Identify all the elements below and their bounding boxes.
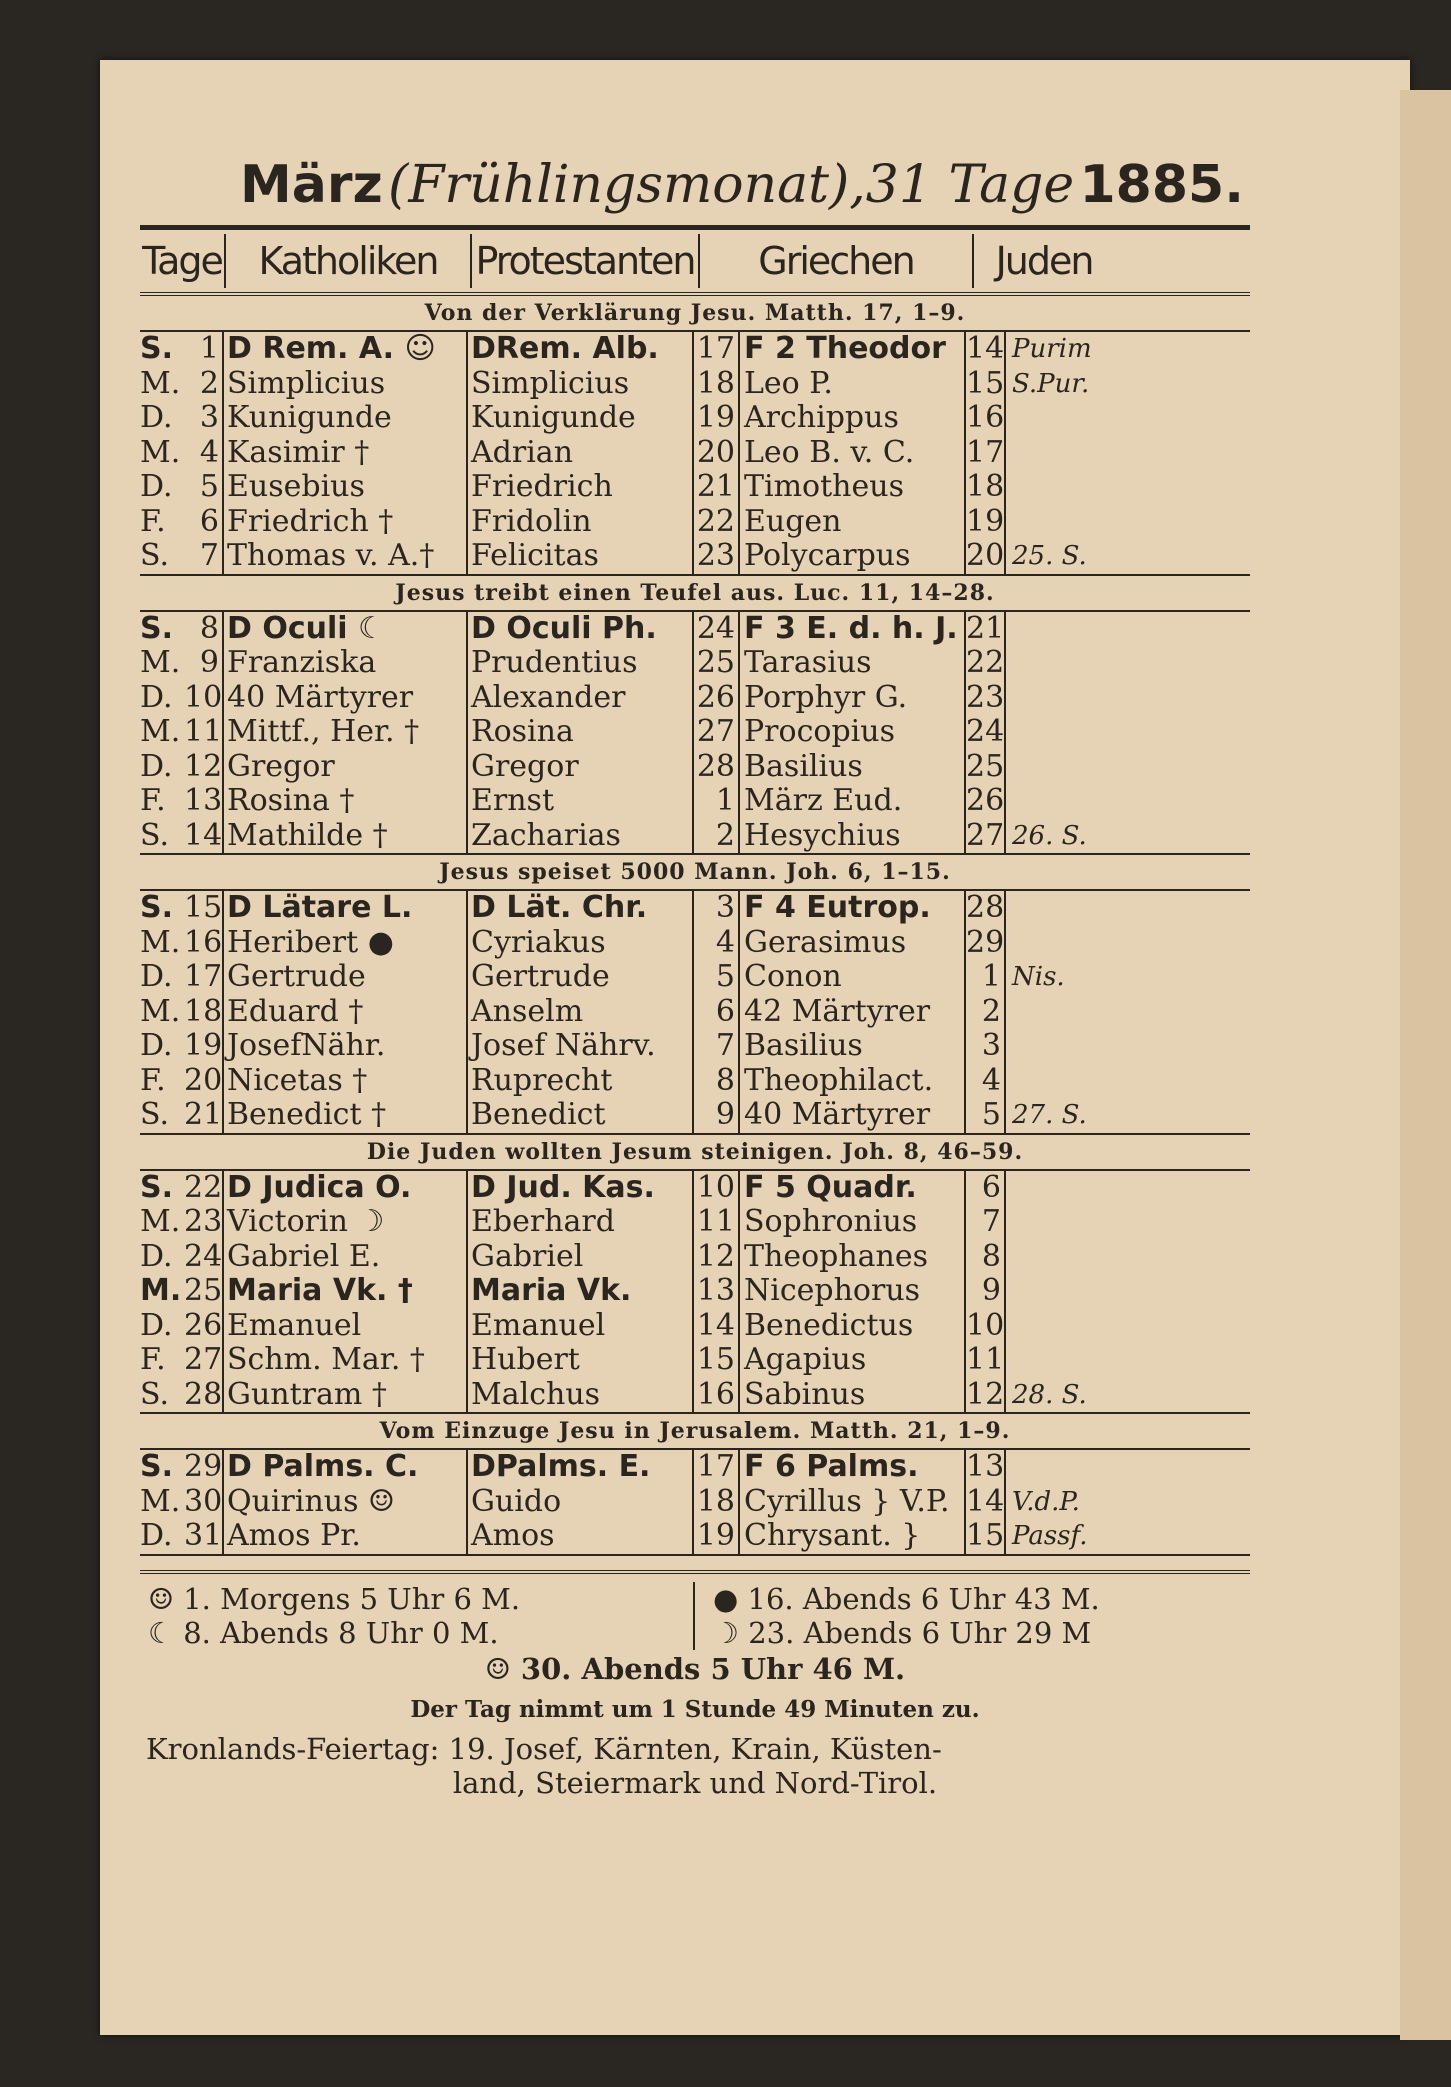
jewish-note: Nis. <box>1012 962 1065 992</box>
jewish-day-number: 29 <box>966 925 1005 960</box>
catholic-saint: Eduard † <box>224 995 468 1030</box>
day-number: 23 <box>184 1205 223 1239</box>
catholic-saint: Simplicius <box>224 367 468 402</box>
day-abbrev: S. <box>140 818 170 853</box>
week-gospel-title: Von der Verklärung Jesu. Matth. 17, 1–9. <box>424 300 966 326</box>
greek-day-number: 14 <box>694 1309 740 1344</box>
greek-saint: Sophronius <box>740 1205 966 1240</box>
day-abbrev: D. <box>140 401 173 435</box>
day-number: 26 <box>184 1308 223 1343</box>
jewish-note <box>1006 505 1106 540</box>
jewish-note <box>1006 926 1106 961</box>
jewish-day-number: 9 <box>966 1274 1006 1309</box>
greek-day-number: 27 <box>694 715 740 750</box>
greek-day-number: 26 <box>694 681 740 716</box>
jewish-note: 27. S. <box>1012 1100 1087 1130</box>
protestant-name: DRem. Alb. <box>468 332 694 367</box>
jewish-note <box>1006 681 1106 716</box>
protestant-name: Cyriakus <box>468 926 694 961</box>
day-abbrev: D. <box>140 680 173 715</box>
greek-saint: Agapius <box>740 1343 966 1378</box>
greek-saint: F 3 E. d. h. J. <box>740 612 966 647</box>
catholic-saint: Friedrich † <box>224 505 468 540</box>
day-number: 7 <box>184 539 224 574</box>
greek-day-number: 11 <box>694 1205 740 1240</box>
col-header-protestanten: Protestanten <box>472 234 700 288</box>
jewish-note: Passf. <box>1012 1521 1088 1551</box>
greek-day-number: 9 <box>694 1098 740 1133</box>
jewish-note: S.Pur. <box>1012 368 1090 399</box>
week-gospel-title: Jesus treibt einen Teufel aus. Luc. 11, 14–28. <box>395 579 995 606</box>
moon-phase-entry: ● 16. Abends 6 Uhr 43 M. <box>713 1581 1100 1616</box>
day-number: 29 <box>184 1450 223 1484</box>
jewish-day-number: 24 <box>966 715 1005 749</box>
catholic-saint: D Lätare L. <box>224 891 468 926</box>
jewish-day-number: 13 <box>966 1450 1005 1484</box>
catholic-saint: Kunigunde <box>224 401 468 436</box>
jewish-day-number: 18 <box>966 470 1005 504</box>
greek-day-number: 8 <box>694 1064 740 1099</box>
greek-day-number: 10 <box>694 1171 740 1206</box>
greek-day-number: 19 <box>694 1519 740 1554</box>
col-header-juden: Juden <box>995 239 1093 283</box>
kronlands-feiertag <box>140 1732 1250 1800</box>
greek-saint: F 4 Eutrop. <box>740 891 966 926</box>
protestant-name: Guido <box>468 1485 694 1520</box>
day-abbrev: S. <box>140 1170 174 1205</box>
moon-phase-entry: ☺ 1. Morgens 5 Uhr 6 M. <box>148 1581 521 1616</box>
catholic-saint: Rosina † <box>224 784 468 819</box>
catholic-saint: D Rem. A. ☺ <box>224 332 468 367</box>
greek-day-number: 25 <box>694 646 740 681</box>
jewish-day-number: 11 <box>966 1343 1005 1377</box>
day-number: 27 <box>184 1343 223 1377</box>
jewish-day-number: 5 <box>966 1098 1006 1133</box>
protestant-name: Felicitas <box>468 539 694 574</box>
moon-phase-entry: ☽ 23. Abends 6 Uhr 29 M <box>713 1615 1092 1650</box>
day-abbrev: M. <box>140 925 181 960</box>
day-number: 11 <box>184 715 223 749</box>
greek-saint: Chrysant. } <box>740 1519 966 1554</box>
day-abbrev: M. <box>140 1484 181 1519</box>
protestant-name: Adrian <box>468 436 694 471</box>
day-abbrev: S. <box>140 539 170 573</box>
protestant-name: Friedrich <box>468 470 694 505</box>
jewish-note <box>1006 1064 1106 1099</box>
catholic-saint: 40 Märtyrer <box>224 681 468 716</box>
greek-saint: Conon <box>740 960 966 995</box>
catholic-saint: Amos Pr. <box>224 1519 468 1554</box>
greek-saint: Basilius <box>740 1029 966 1064</box>
greek-day-number: 6 <box>694 995 740 1030</box>
day-number: 6 <box>184 505 224 540</box>
day-number: 14 <box>184 818 223 853</box>
jewish-note: 25. S. <box>1012 541 1087 571</box>
day-number: 17 <box>184 960 223 994</box>
week-table <box>140 1448 1250 1556</box>
greek-saint: F 5 Quadr. <box>740 1171 966 1206</box>
feiertag-line: Kronlands-Feiertag: 19. Josef, Kärnten, Krain, Küsten- <box>146 1731 942 1766</box>
protestant-name: Kunigunde <box>468 401 694 436</box>
day-number: 8 <box>184 612 224 647</box>
protestant-name: Emanuel <box>468 1309 694 1344</box>
protestant-name: Rosina <box>468 715 694 750</box>
day-number: 5 <box>184 470 224 505</box>
protestant-name: Benedict <box>468 1098 694 1133</box>
jewish-note <box>1006 470 1106 505</box>
jewish-note: 28. S. <box>1012 1379 1087 1410</box>
jewish-note <box>1006 1205 1106 1240</box>
jewish-note <box>1006 1274 1106 1309</box>
day-abbrev: M. <box>140 435 181 470</box>
jewish-note <box>1006 715 1106 750</box>
jewish-day-number: 1 <box>966 960 1006 995</box>
col-header-katholiken: Katholiken <box>226 234 472 288</box>
catholic-saint: Schm. Mar. † <box>224 1343 468 1378</box>
jewish-day-number: 15 <box>966 1519 1005 1553</box>
jewish-day-number: 28 <box>966 891 1005 925</box>
jewish-day-number: 25 <box>966 749 1005 784</box>
day-abbrev: D. <box>140 749 173 784</box>
greek-day-number: 21 <box>694 470 740 505</box>
day-abbrev: D. <box>140 470 173 504</box>
jewish-note <box>1006 750 1106 785</box>
jewish-day-number: 8 <box>966 1240 1006 1275</box>
protestant-name: Prudentius <box>468 646 694 681</box>
day-number: 21 <box>184 1098 223 1132</box>
month-name: März <box>240 155 383 215</box>
catholic-saint: Eusebius <box>224 470 468 505</box>
day-length-note: Der Tag nimmt um 1 Stunde 49 Minuten zu. <box>410 1695 980 1723</box>
year: 1885. <box>1079 155 1244 215</box>
day-number: 22 <box>184 1170 223 1205</box>
day-number: 19 <box>184 1029 223 1063</box>
day-abbrev: M. <box>140 1274 182 1308</box>
moon-phases-right <box>695 1582 1250 1650</box>
day-abbrev: D. <box>140 1029 173 1063</box>
moon-phases-left <box>140 1582 695 1650</box>
catholic-saint: Emanuel <box>224 1309 468 1344</box>
week-gospel-title: Die Juden wollten Jesum steinigen. Joh. 8, 46–59. <box>366 1138 1024 1165</box>
day-abbrev: M. <box>140 715 181 749</box>
week-gospel-title: Vom Einzuge Jesu in Jerusalem. Matth. 21, 1–9. <box>379 1418 1011 1444</box>
page-title <box>140 155 1250 215</box>
day-abbrev: D. <box>140 1519 173 1553</box>
jewish-note <box>1006 1240 1106 1275</box>
day-number: 20 <box>184 1063 223 1098</box>
day-number: 15 <box>184 891 223 925</box>
jewish-day-number: 16 <box>966 401 1005 435</box>
greek-day-number: 2 <box>694 819 740 854</box>
day-number: 13 <box>184 784 223 818</box>
jewish-note: Purim <box>1012 334 1092 364</box>
catholic-saint: Maria Vk. † <box>224 1274 468 1309</box>
catholic-saint: Quirinus ☺ <box>224 1485 468 1520</box>
jewish-note <box>1006 612 1106 647</box>
jewish-day-number: 4 <box>966 1064 1006 1099</box>
greek-saint: Gerasimus <box>740 926 966 961</box>
greek-day-number: 18 <box>694 1485 740 1520</box>
catholic-saint: D Judica O. <box>224 1171 468 1206</box>
day-number: 18 <box>184 994 223 1029</box>
greek-saint: Benedictus <box>740 1309 966 1344</box>
week-table <box>140 1169 1250 1415</box>
catholic-saint: Heribert ● <box>224 926 468 961</box>
day-number: 24 <box>184 1239 223 1274</box>
catholic-saint: Gertrude <box>224 960 468 995</box>
greek-saint: Timotheus <box>740 470 966 505</box>
protestant-name: Fridolin <box>468 505 694 540</box>
protestant-name: Amos <box>468 1519 694 1554</box>
protestant-name: Maria Vk. <box>468 1274 694 1309</box>
catholic-saint: Guntram † <box>224 1378 468 1413</box>
jewish-note <box>1006 646 1106 681</box>
catholic-saint: Mathilde † <box>224 819 468 854</box>
day-number: 9 <box>184 646 224 681</box>
greek-day-number: 3 <box>694 891 740 926</box>
jewish-note <box>1006 1171 1106 1206</box>
day-number: 10 <box>184 680 223 715</box>
jewish-note <box>1006 891 1106 926</box>
jewish-note <box>1006 784 1106 819</box>
greek-saint: Archippus <box>740 401 966 436</box>
greek-saint: Procopius <box>740 715 966 750</box>
day-abbrev: S. <box>140 1450 174 1484</box>
greek-day-number: 5 <box>694 960 740 995</box>
jewish-note: 26. S. <box>1012 820 1087 851</box>
jewish-day-number: 26 <box>966 784 1005 818</box>
protestant-name: Malchus <box>468 1378 694 1413</box>
day-abbrev: M. <box>140 646 181 680</box>
feiertag-line: land, Steiermark und Nord-Tirol. <box>452 1765 938 1800</box>
day-abbrev: F. <box>140 1063 166 1098</box>
greek-day-number: 7 <box>694 1029 740 1064</box>
greek-day-number: 15 <box>694 1343 740 1378</box>
day-number: 1 <box>184 332 224 367</box>
day-abbrev: F. <box>140 504 166 539</box>
adjacent-page-edge <box>1400 90 1451 2040</box>
moon-phase-entry-center: ☺ 30. Abends 5 Uhr 46 M. <box>484 1651 906 1686</box>
week-table <box>140 330 1250 576</box>
jewish-note <box>1006 1029 1106 1064</box>
jewish-day-number: 6 <box>966 1171 1006 1206</box>
greek-saint: Cyrillus } V.P. <box>740 1485 966 1520</box>
day-number: 16 <box>184 925 223 960</box>
greek-day-number: 17 <box>694 332 740 367</box>
greek-day-number: 20 <box>694 436 740 471</box>
day-abbrev: M. <box>140 1205 181 1239</box>
day-number: 4 <box>184 436 224 471</box>
catholic-saint: Gabriel E. <box>224 1240 468 1275</box>
day-abbrev: D. <box>140 960 173 994</box>
jewish-note <box>1006 436 1106 471</box>
week-gospel-title: Jesus speiset 5000 Mann. Joh. 6, 1–15. <box>439 859 951 885</box>
greek-saint: F 2 Theodor <box>740 332 966 367</box>
day-abbrev: D. <box>140 1239 173 1274</box>
jewish-day-number: 19 <box>966 504 1005 539</box>
protestant-name: Anselm <box>468 995 694 1030</box>
jewish-day-number: 3 <box>966 1029 1006 1064</box>
day-abbrev: S. <box>140 332 174 366</box>
greek-day-number: 23 <box>694 539 740 574</box>
day-abbrev: F. <box>140 1343 166 1377</box>
greek-saint: Theophanes <box>740 1240 966 1275</box>
catholic-saint: Thomas v. A.† <box>224 539 468 574</box>
jewish-note <box>1006 1343 1106 1378</box>
calendar-content <box>140 155 1250 1800</box>
weeks-container <box>140 296 1250 1556</box>
greek-day-number: 13 <box>694 1274 740 1309</box>
greek-day-number: 4 <box>694 926 740 961</box>
catholic-saint: Kasimir † <box>224 436 468 471</box>
jewish-day-number: 14 <box>966 1484 1005 1519</box>
protestant-name: Ernst <box>468 784 694 819</box>
jewish-day-number: 17 <box>966 435 1005 470</box>
greek-saint: Hesychius <box>740 819 966 854</box>
greek-saint: Leo B. v. C. <box>740 436 966 471</box>
catholic-saint: Victorin ☽ <box>224 1205 468 1240</box>
jewish-day-number: 22 <box>966 646 1005 680</box>
day-number: 28 <box>184 1377 223 1412</box>
jewish-day-number: 7 <box>966 1205 1006 1240</box>
protestant-name: DPalms. E. <box>468 1450 694 1485</box>
jewish-note <box>1006 1450 1106 1485</box>
jewish-note <box>1006 1309 1106 1344</box>
greek-day-number: 24 <box>694 612 740 647</box>
day-number: 2 <box>184 367 224 402</box>
day-number: 30 <box>184 1484 223 1519</box>
day-abbrev: D. <box>140 1308 173 1343</box>
greek-saint: Tarasius <box>740 646 966 681</box>
week-table <box>140 889 1250 1135</box>
catholic-saint: D Palms. C. <box>224 1450 468 1485</box>
greek-day-number: 19 <box>694 401 740 436</box>
greek-saint: Theophilact. <box>740 1064 966 1099</box>
greek-saint: Eugen <box>740 505 966 540</box>
greek-saint: Sabinus <box>740 1378 966 1413</box>
protestant-name: Eberhard <box>468 1205 694 1240</box>
catholic-saint: D Oculi ☾ <box>224 612 468 647</box>
day-number: 3 <box>184 401 224 436</box>
jewish-day-number: 2 <box>966 995 1006 1030</box>
day-number: 31 <box>184 1519 223 1553</box>
greek-day-number: 22 <box>694 505 740 540</box>
jewish-day-number: 23 <box>966 680 1005 715</box>
greek-saint: Nicephorus <box>740 1274 966 1309</box>
greek-day-number: 28 <box>694 750 740 785</box>
greek-saint: Basilius <box>740 750 966 785</box>
protestant-name: Hubert <box>468 1343 694 1378</box>
day-abbrev: F. <box>140 784 166 818</box>
greek-saint: Leo P. <box>740 367 966 402</box>
moon-phases <box>140 1570 1250 1650</box>
catholic-saint: Mittf., Her. † <box>224 715 468 750</box>
catholic-saint: JosefNähr. <box>224 1029 468 1064</box>
protestant-name: Josef Nährv. <box>468 1029 694 1064</box>
greek-day-number: 12 <box>694 1240 740 1275</box>
catholic-saint: Benedict † <box>224 1098 468 1133</box>
protestant-name: D Lät. Chr. <box>468 891 694 926</box>
protestant-name: Gabriel <box>468 1240 694 1275</box>
day-abbrev: M. <box>140 994 181 1029</box>
moon-phase-entry: ☾ 8. Abends 8 Uhr 0 M. <box>148 1615 499 1650</box>
catholic-saint: Gregor <box>224 750 468 785</box>
greek-saint: Porphyr G. <box>740 681 966 716</box>
jewish-day-number: 14 <box>966 332 1005 366</box>
greek-saint: 42 Märtyrer <box>740 995 966 1030</box>
protestant-name: Alexander <box>468 681 694 716</box>
day-abbrev: S. <box>140 891 174 925</box>
day-number: 12 <box>184 749 223 784</box>
jewish-day-number: 20 <box>966 539 1005 573</box>
greek-day-number: 16 <box>694 1378 740 1413</box>
greek-saint: F 6 Palms. <box>740 1450 966 1485</box>
jewish-day-number: 27 <box>966 818 1005 853</box>
jewish-note <box>1006 401 1106 436</box>
protestant-name: Gregor <box>468 750 694 785</box>
day-abbrev: S. <box>140 1377 170 1412</box>
col-header-griechen: Griechen <box>700 234 974 288</box>
greek-day-number: 17 <box>694 1450 740 1485</box>
day-abbrev: S. <box>140 1098 170 1132</box>
jewish-note <box>1006 995 1106 1030</box>
protestant-name: D Jud. Kas. <box>468 1171 694 1206</box>
protestant-name: Zacharias <box>468 819 694 854</box>
jewish-day-number: 21 <box>966 611 1005 646</box>
greek-day-number: 18 <box>694 367 740 402</box>
day-abbrev: S. <box>140 611 174 646</box>
column-header-row <box>140 225 1250 296</box>
week-table <box>140 610 1250 856</box>
catholic-saint: Franziska <box>224 646 468 681</box>
jewish-day-number: 15 <box>966 366 1005 401</box>
day-number: 25 <box>184 1274 223 1308</box>
jewish-day-number: 12 <box>966 1377 1005 1412</box>
jewish-note: V.d.P. <box>1012 1486 1080 1517</box>
catholic-saint: Nicetas † <box>224 1064 468 1099</box>
greek-day-number: 1 <box>694 784 740 819</box>
protestant-name: D Oculi Ph. <box>468 612 694 647</box>
month-subtitle: (Frühlingsmonat),31 Tage <box>388 155 1075 215</box>
jewish-day-number: 10 <box>966 1308 1005 1343</box>
protestant-name: Simplicius <box>468 367 694 402</box>
protestant-name: Gertrude <box>468 960 694 995</box>
greek-saint: März Eud. <box>740 784 966 819</box>
day-abbrev: M. <box>140 366 181 401</box>
col-header-tage: Tage <box>140 234 226 288</box>
protestant-name: Ruprecht <box>468 1064 694 1099</box>
greek-saint: Polycarpus <box>740 539 966 574</box>
greek-saint: 40 Märtyrer <box>740 1098 966 1133</box>
